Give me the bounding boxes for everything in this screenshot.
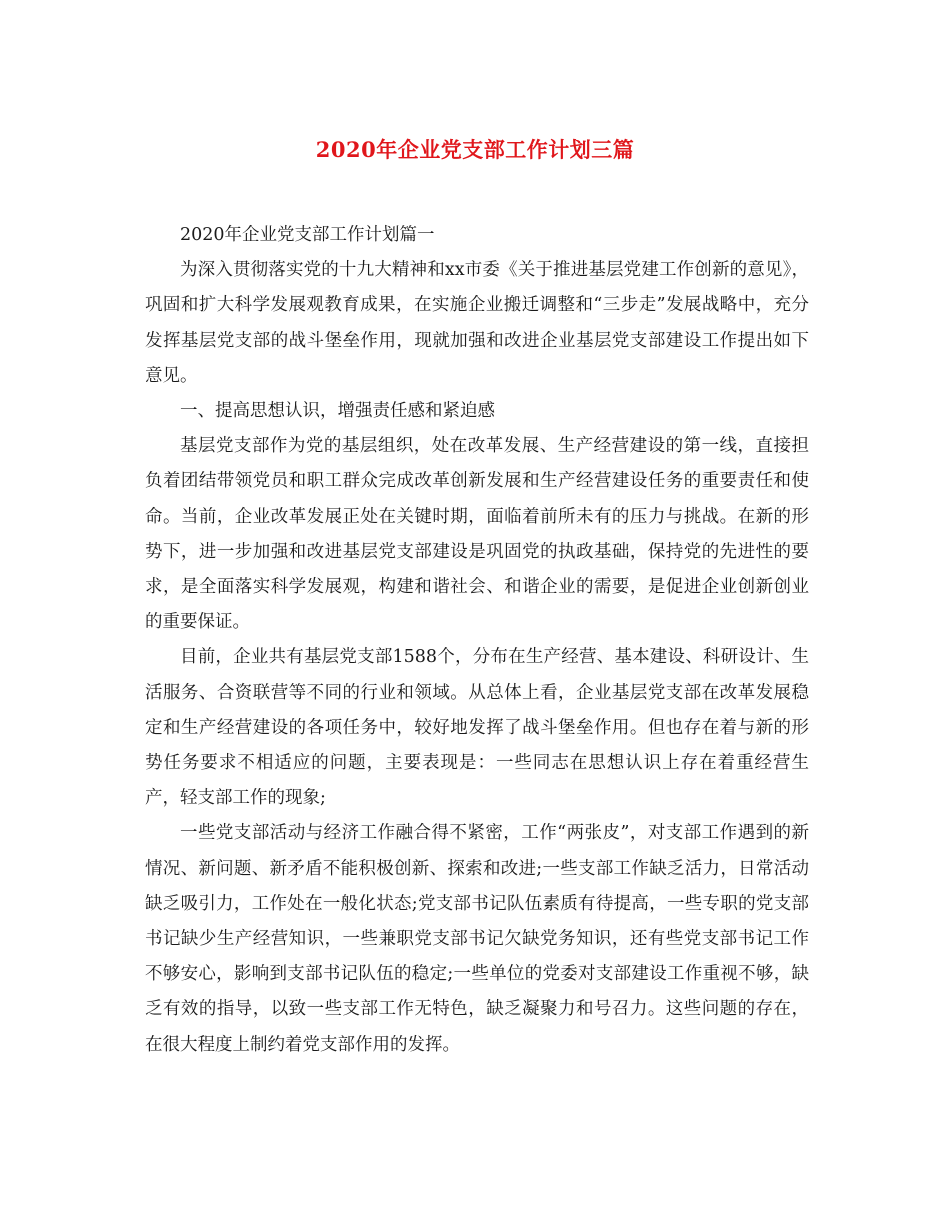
paragraph: 为深入贯彻落实党的十九大精神和xx市委《关于推进基层党建工作创新的意见》，巩固和扩大科学发展观教育成果，在实施企业搬迁调整和“三步走”发展战略中，充分发挥基层党支部的战斗堡垒作用，现就加强和改进企业基层党支部建设工作提出如下意见。 bbox=[145, 260, 809, 386]
paragraph: 目前，企业共有基层党支部1588个，分布在生产经营、基本建设、科研设计、生活服务、合资联营等不同的行业和领域。从总体上看，企业基层党支部在改革发展稳定和生产经营建设的各项任务中，较好地发挥了战斗堡垒作用。但也存在着与新的形势任务要求不相适应的问题，主要表现是：一些同志在思想认识上存在着重经营生产，轻支部工作的现象; bbox=[145, 647, 809, 809]
section-heading: 2020年企业党支部工作计划篇一 bbox=[180, 225, 435, 245]
document-body bbox=[145, 218, 809, 1063]
paragraph: 一些党支部活动与经济工作融合得不紧密，工作“两张皮”，对支部工作遇到的新情况、新问题、新矛盾不能积极创新、探索和改进;一些支部工作缺乏活力，日常活动缺乏吸引力，工作处在一般化状态;党支部书记队伍素质有待提高，一些专职的党支部书记缺少生产经营知识，一些兼职党支部书记欠缺党务知识，还有些党支部书记工作不够安心，影响到支部书记队伍的稳定;一些单位的党委对支部建设工作重视不够，缺乏有效的指导，以致一些支部工作无特色，缺乏凝聚力和号召力。这些问题的存在，在很大程度上制约着党支部作用的发挥。 bbox=[145, 823, 809, 1055]
document-title: 2020年企业党支部工作计划三篇 bbox=[315, 137, 635, 162]
subsection-heading: 一、提高思想认识，增强责任感和紧迫感 bbox=[180, 401, 495, 422]
paragraph: 基层党支部作为党的基层组织，处在改革发展、生产经营建设的第一线，直接担负着团结带领党员和职工群众完成改革创新发展和生产经营建设任务的重要责任和使命。当前，企业改革发展正处在关键时期，面临着前所未有的压力与挑战。在新的形势下，进一步加强和改进基层党支部建设是巩固党的执政基础，保持党的先进性的要求，是全面落实科学发展观，构建和谐社会、和谐企业的需要，是促进企业创新创业的重要保证。 bbox=[145, 436, 809, 633]
